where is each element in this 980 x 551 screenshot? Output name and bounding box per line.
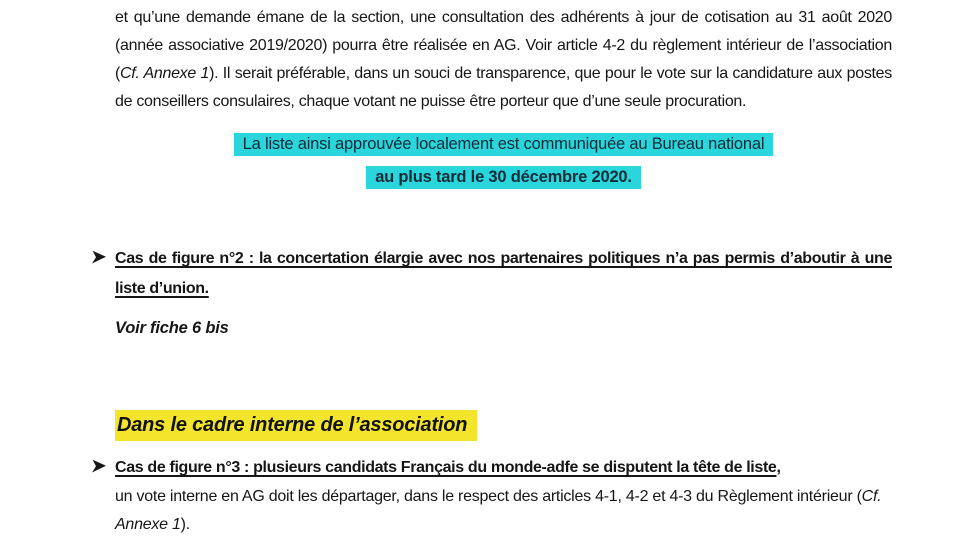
case-2-title (115, 244, 892, 304)
case-3-body-part1: un vote interne en AG doit les départager, dans le respect des articles 4-1, 4-2 et 4-3 du Règlement intérieur ( (115, 488, 862, 505)
case-3-title-text: Cas de figure n°3 : plusieurs candidats Français du monde-adfe se disputent la tête de liste (115, 459, 777, 476)
case-3-body (115, 483, 892, 539)
yellow-highlighted-heading: Dans le cadre interne de l’association (115, 410, 477, 441)
paragraph-intro (115, 4, 892, 116)
arrow-bullet-icon (91, 459, 107, 474)
section-heading (115, 414, 892, 437)
notice-line-2 (115, 161, 892, 194)
case-3-annexe-reference: Cf. Annexe 1 (115, 488, 882, 533)
arrow-bullet-icon (91, 250, 107, 265)
notice-block (115, 128, 892, 194)
case-2-title-text: Cas de figure n°2 : la concertation élargie avec nos partenaires politiques n’a pas permis d’aboutir à une liste d’union. (115, 250, 892, 297)
cyan-highlighted-deadline: au plus tard le 30 décembre 2020. (366, 166, 641, 189)
intro-text-part2: ). Il serait préférable, dans un souci de transparence, que pour le vote sur la candidature aux postes de conseillers consulaires, chaque votant ne puisse être porteur que d’une seule procuration. (115, 65, 892, 110)
case-3-body-part2: ). (180, 516, 190, 533)
intro-text-part1: et qu’une demande émane de la section, une consultation des adhérents à jour de cotisation au 31 août 2020 (année associative 2019/2020) pourra être réalisée en AG. Voir article 4-2 du règlement intérieur de l’association ( (115, 9, 892, 82)
case-3-title-suffix: , (776, 459, 781, 476)
bullet-case-3 (115, 453, 892, 539)
cyan-highlighted-text: La liste ainsi approuvée localement est communiquée au Bureau national (234, 133, 774, 156)
case-2-note: Voir fiche 6 bis (115, 319, 229, 337)
case-3-title (115, 453, 892, 483)
bullet-case-2 (115, 244, 892, 304)
intro-annexe-reference: Cf. Annexe 1 (120, 65, 210, 82)
notice-line-1 (115, 128, 892, 161)
